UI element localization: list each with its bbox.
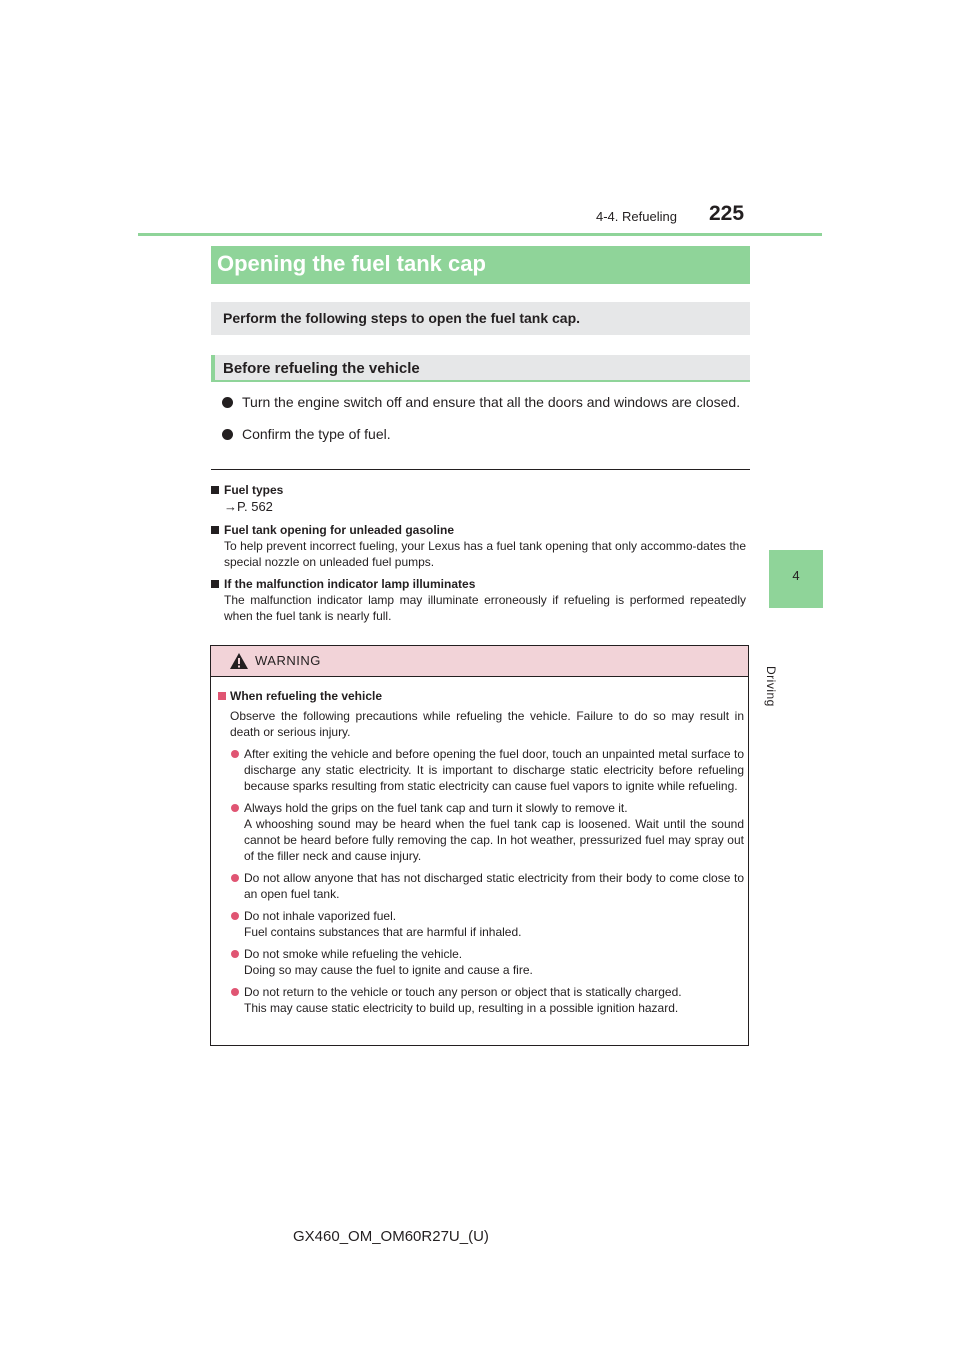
warning-item: [218, 800, 744, 864]
note-heading-text: Fuel tank opening for unleaded gasoline: [224, 523, 455, 537]
warning-header: [211, 646, 748, 677]
note-heading-text: Fuel types: [224, 483, 284, 497]
section-divider: [211, 469, 750, 470]
list-item: [222, 424, 746, 445]
square-bullet-icon: [218, 692, 226, 700]
warning-item-text: Do not smoke while refueling the vehicle.: [244, 947, 463, 961]
warning-title: WARNING: [255, 653, 321, 668]
warning-item: [218, 870, 744, 902]
warning-box: [210, 645, 749, 1046]
document-code: GX460_OM_OM60R27U_(U): [293, 1228, 489, 1245]
warning-item-detail: This may cause static electricity to build up, resulting in a possible ignition hazard.: [244, 1001, 679, 1015]
warning-heading-text: When refueling the vehicle: [230, 689, 383, 703]
intro-bar: [211, 302, 750, 335]
header-rule: [138, 233, 822, 236]
note-heading: [211, 482, 746, 498]
warning-item-detail: Doing so may cause the fuel to ignite and cause a fire.: [244, 963, 533, 977]
chapter-label: Driving: [764, 666, 778, 707]
warning-content: [218, 688, 744, 1022]
bullet-text: Confirm the type of fuel.: [242, 426, 391, 442]
warning-intro: Observe the following precautions while refueling the vehicle. Failure to do so may result in death or serious injury.: [230, 709, 744, 739]
subsection-title: Before refueling the vehicle: [223, 360, 420, 377]
square-bullet-icon: [211, 486, 219, 494]
section-header: 4-4. Refueling: [596, 209, 677, 224]
square-bullet-icon: [211, 526, 219, 534]
warning-item-detail: Fuel contains substances that are harmful if inhaled.: [244, 925, 522, 939]
intro-text: Perform the following steps to open the fuel tank cap.: [223, 310, 581, 326]
bullet-icon: [231, 988, 239, 996]
bullet-icon: [231, 912, 239, 920]
square-bullet-icon: [211, 580, 219, 588]
bullet-icon: [231, 874, 239, 882]
title-bar: [211, 246, 750, 284]
bullet-icon: [231, 804, 239, 812]
bullet-text: Turn the engine switch off and ensure that all the doors and windows are closed.: [242, 394, 741, 410]
warning-item: [218, 946, 744, 978]
warning-item-text: Do not allow anyone that has not discharged static electricity from their body to come close to an open fuel tank.: [244, 871, 744, 901]
bullet-icon: [231, 750, 239, 758]
list-item: [222, 392, 746, 413]
bullet-icon: [222, 397, 233, 408]
note-heading: [211, 522, 746, 538]
bullet-list: [222, 392, 746, 456]
warning-item: [218, 908, 744, 940]
warning-item-detail: A whooshing sound may be heard when the fuel tank cap is loosened. Wait until the sound cannot be heard before fully removing the cap. In hot weather, pressurized fuel may spray out of the filler neck and cause injury.: [244, 817, 744, 863]
note-body: The malfunction indicator lamp may illuminate erroneously if refueling is performed repeatedly when the fuel tank is nearly full.: [224, 593, 746, 623]
chapter-number: 4: [792, 568, 800, 583]
page-reference: →P. 562: [224, 499, 273, 514]
note-heading: [211, 576, 746, 592]
bullet-icon: [231, 950, 239, 958]
page-number: 225: [709, 202, 745, 225]
warning-item-text: Always hold the grips on the fuel tank cap and turn it slowly to remove it.: [244, 801, 628, 815]
page-title: Opening the fuel tank cap: [217, 251, 486, 276]
subsection-bar: [211, 355, 750, 382]
warning-triangle-icon: [229, 652, 249, 670]
bullet-icon: [222, 429, 233, 440]
warning-item-text: Do not return to the vehicle or touch any person or object that is statically charged.: [244, 985, 682, 999]
warning-item-text: Do not inhale vaporized fuel.: [244, 909, 397, 923]
warning-item-text: After exiting the vehicle and before opening the fuel door, touch an unpainted metal surface to discharge any static electricity. It is important to discharge static electricity before refueling because sparks resulting from static electricity can cause fuel vapors to ignite while refueling.: [244, 747, 744, 793]
warning-item: [218, 746, 744, 794]
warning-section-heading: [218, 688, 744, 704]
warning-item: [218, 984, 744, 1016]
note-heading-text: If the malfunction indicator lamp illuminates: [224, 577, 476, 591]
notes: [211, 482, 746, 630]
note-body: To help prevent incorrect fueling, your Lexus has a fuel tank opening that only accommo-dates the special nozzle on unleaded fuel pumps.: [224, 539, 746, 569]
